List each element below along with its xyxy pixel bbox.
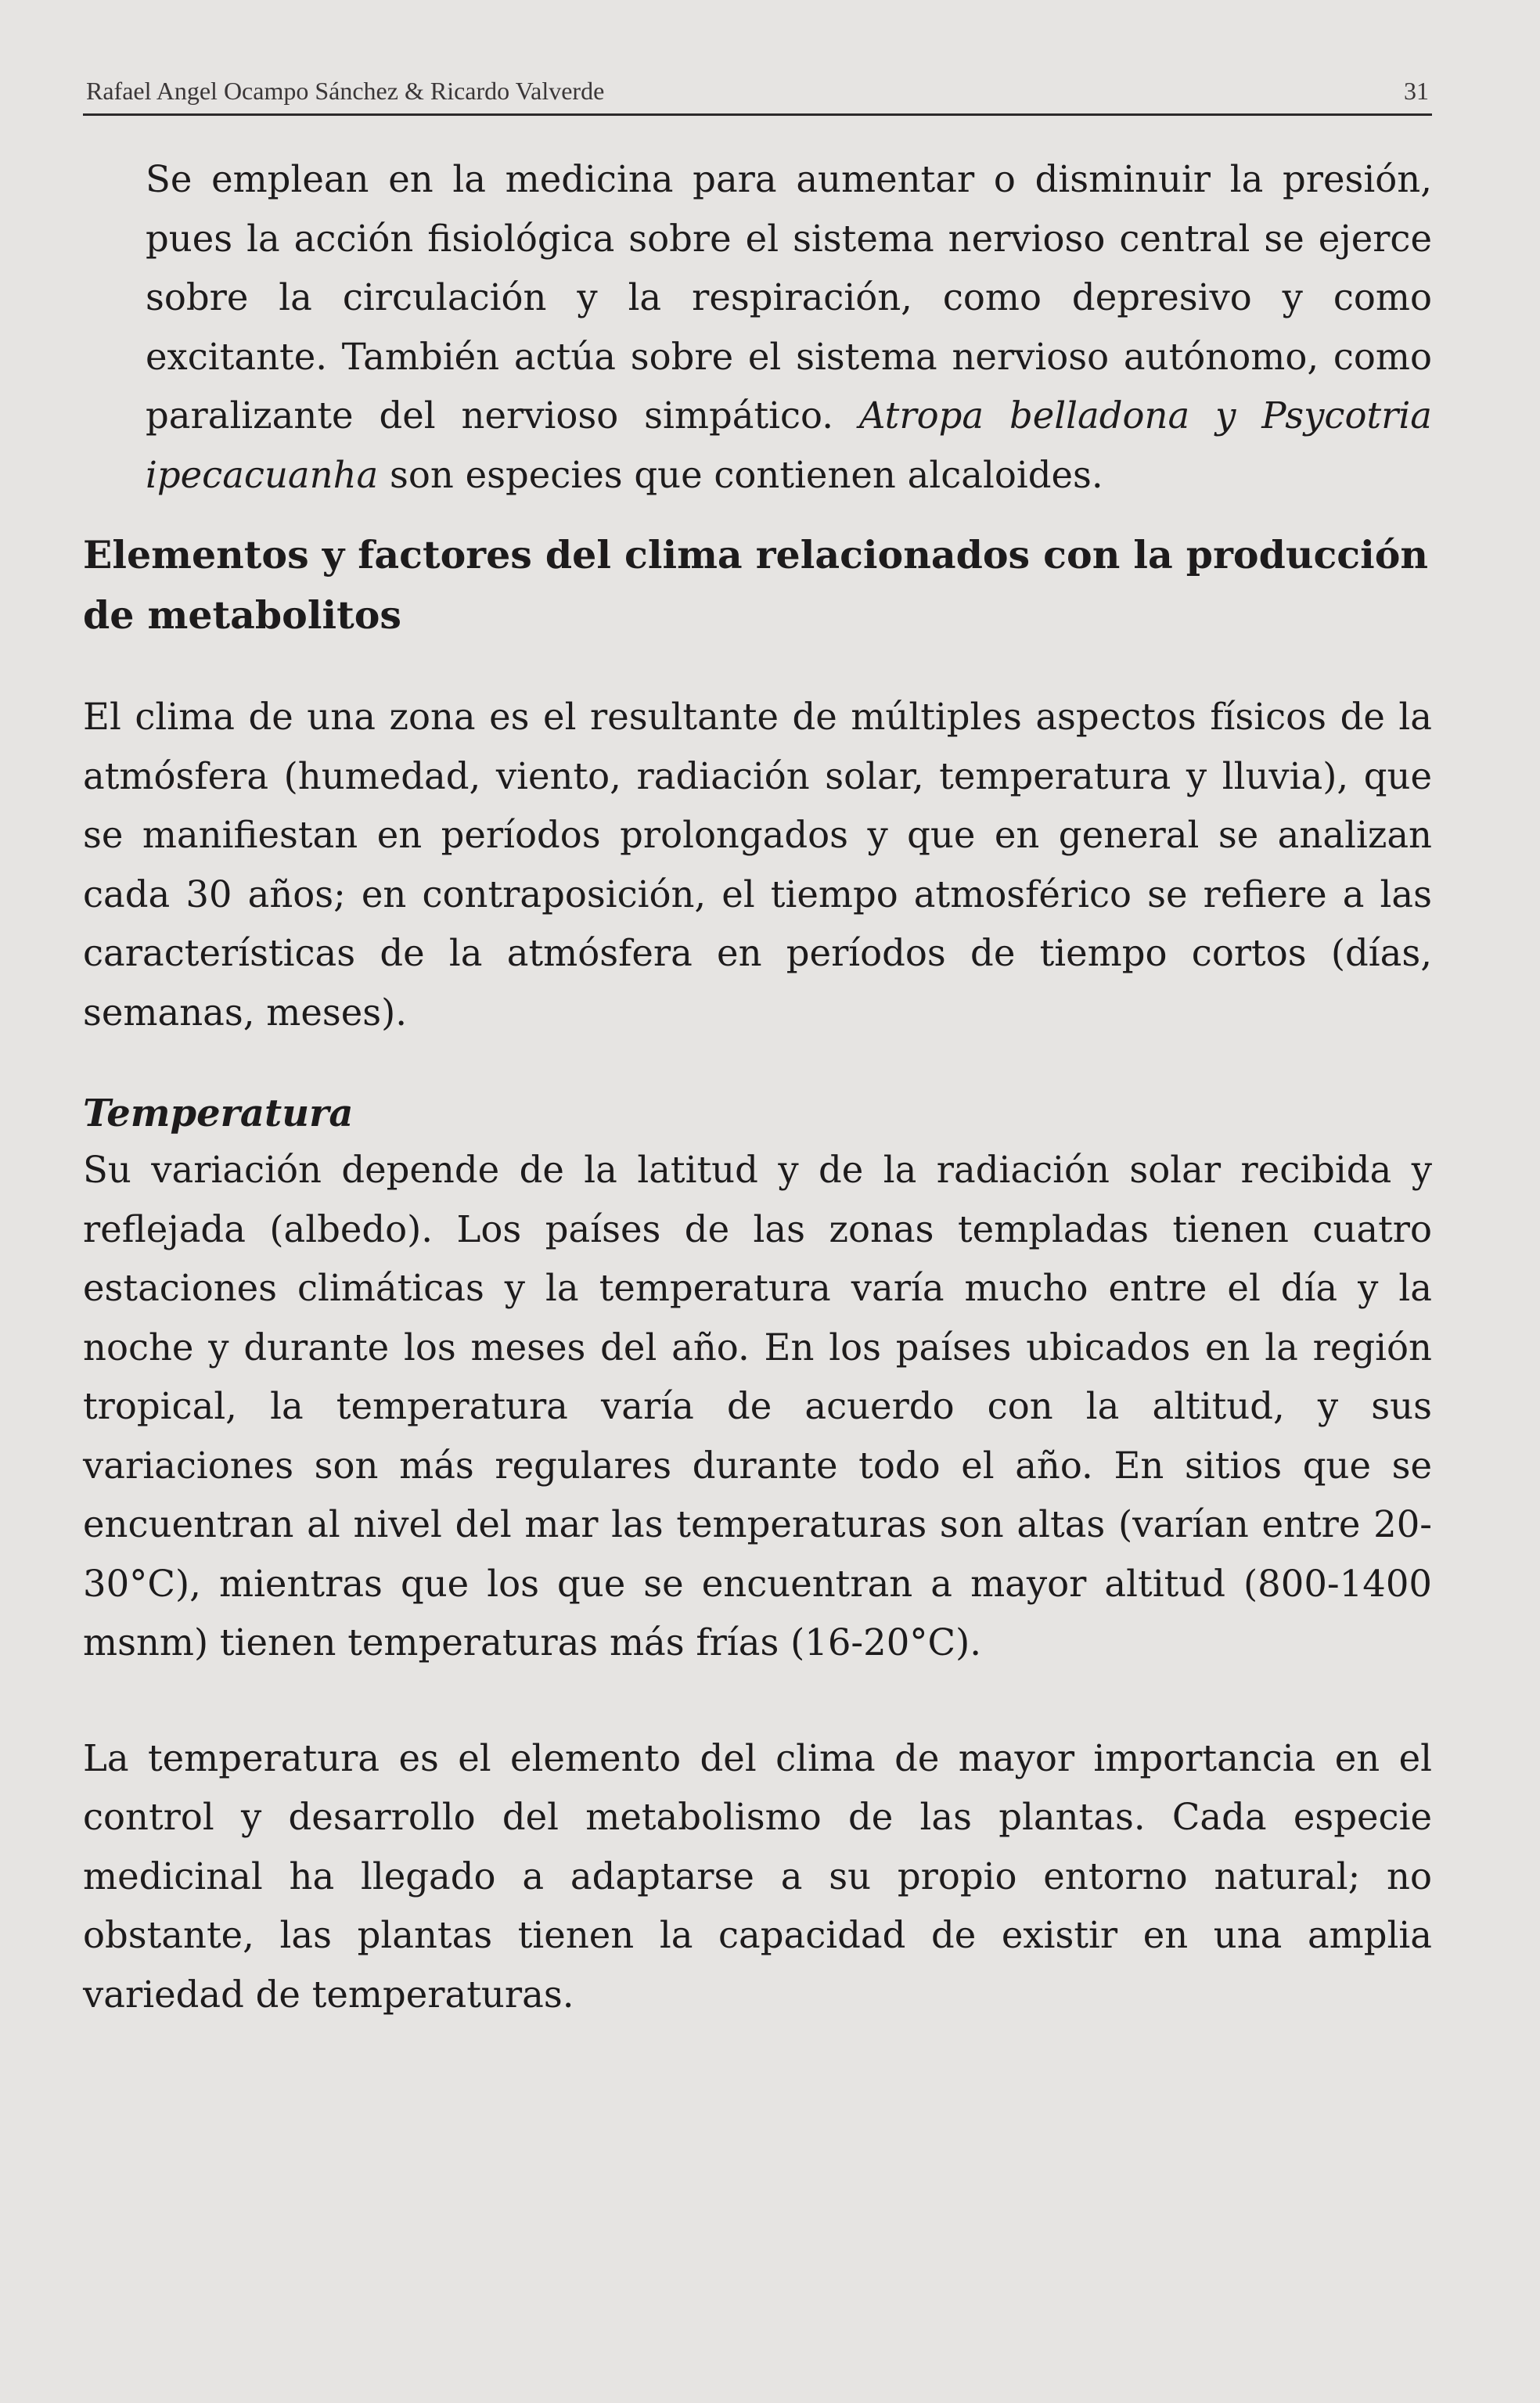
header-authors: Rafael Angel Ocampo Sánchez & Ricardo Valverde	[86, 77, 605, 105]
climate-paragraph: El clima de una zona es el resultante de múltiples aspectos físicos de la atmósfera (humedad, viento, radiación solar, temperatura y lluvia), que se manifiestan en períodos prolongados y que en general se analizan cada 30 años; en contraposición, el tiempo atmosférico se refiere a las características de la atmósfera en períodos de tiempo cortos (días, semanas, meses).	[83, 696, 1432, 1034]
final-paragraph: La temperatura es el elemento del clima de mayor importancia en el control y desarrollo del metabolismo de las plantas. Cada especie medicinal ha llegado a adaptarse a su propio entorno natural; no obstante, las plantas tienen la capacidad de existir en una amplia variedad de temperaturas.	[83, 1736, 1432, 2016]
intro-paragraph	[83, 150, 1432, 505]
temperature-paragraph: Su variación depende de la latitud y de la radiación solar recibida y reflejada (albedo). Los países de las zonas templadas tienen cuatro estaciones climáticas y la temperatura varía mucho entre el día y la noche y durante los meses del año. En los países ubicados en la región tropical, la temperatura varía de acuerdo con la altitud, y sus variaciones son más regulares durante todo el año. En sitios que se encuentran al nivel del mar las temperaturas son altas (varían entre 20-30°C), mientras que los que se encuentran a mayor altitud (800-1400 msnm) tienen temperaturas más frías (16-20°C).	[83, 1149, 1432, 1664]
species-names: Atropa belladona y Psycotria ipecacuanha	[146, 394, 1432, 496]
running-header	[83, 77, 1432, 116]
page-content	[83, 150, 1432, 2024]
intro-text-before: Se emplean en la medicina para aumentar o disminuir la presión, pues la acción fisiológica sobre el sistema nervioso central se ejerce sobre la circulación y la respiración, como depresivo y como excitante. También actúa sobre el sistema nervioso autónomo, como paralizante del nervioso simpático.	[146, 158, 1432, 437]
section-heading: Elementos y factores del clima relacionados con la producción de metabolitos	[83, 532, 1429, 638]
intro-text-after: son especies que contienen alcaloides.	[378, 453, 1103, 496]
page-number: 31	[1404, 77, 1429, 105]
paragraph-gap	[83, 1673, 1432, 1729]
temperature-heading: Temperatura	[83, 1092, 354, 1135]
